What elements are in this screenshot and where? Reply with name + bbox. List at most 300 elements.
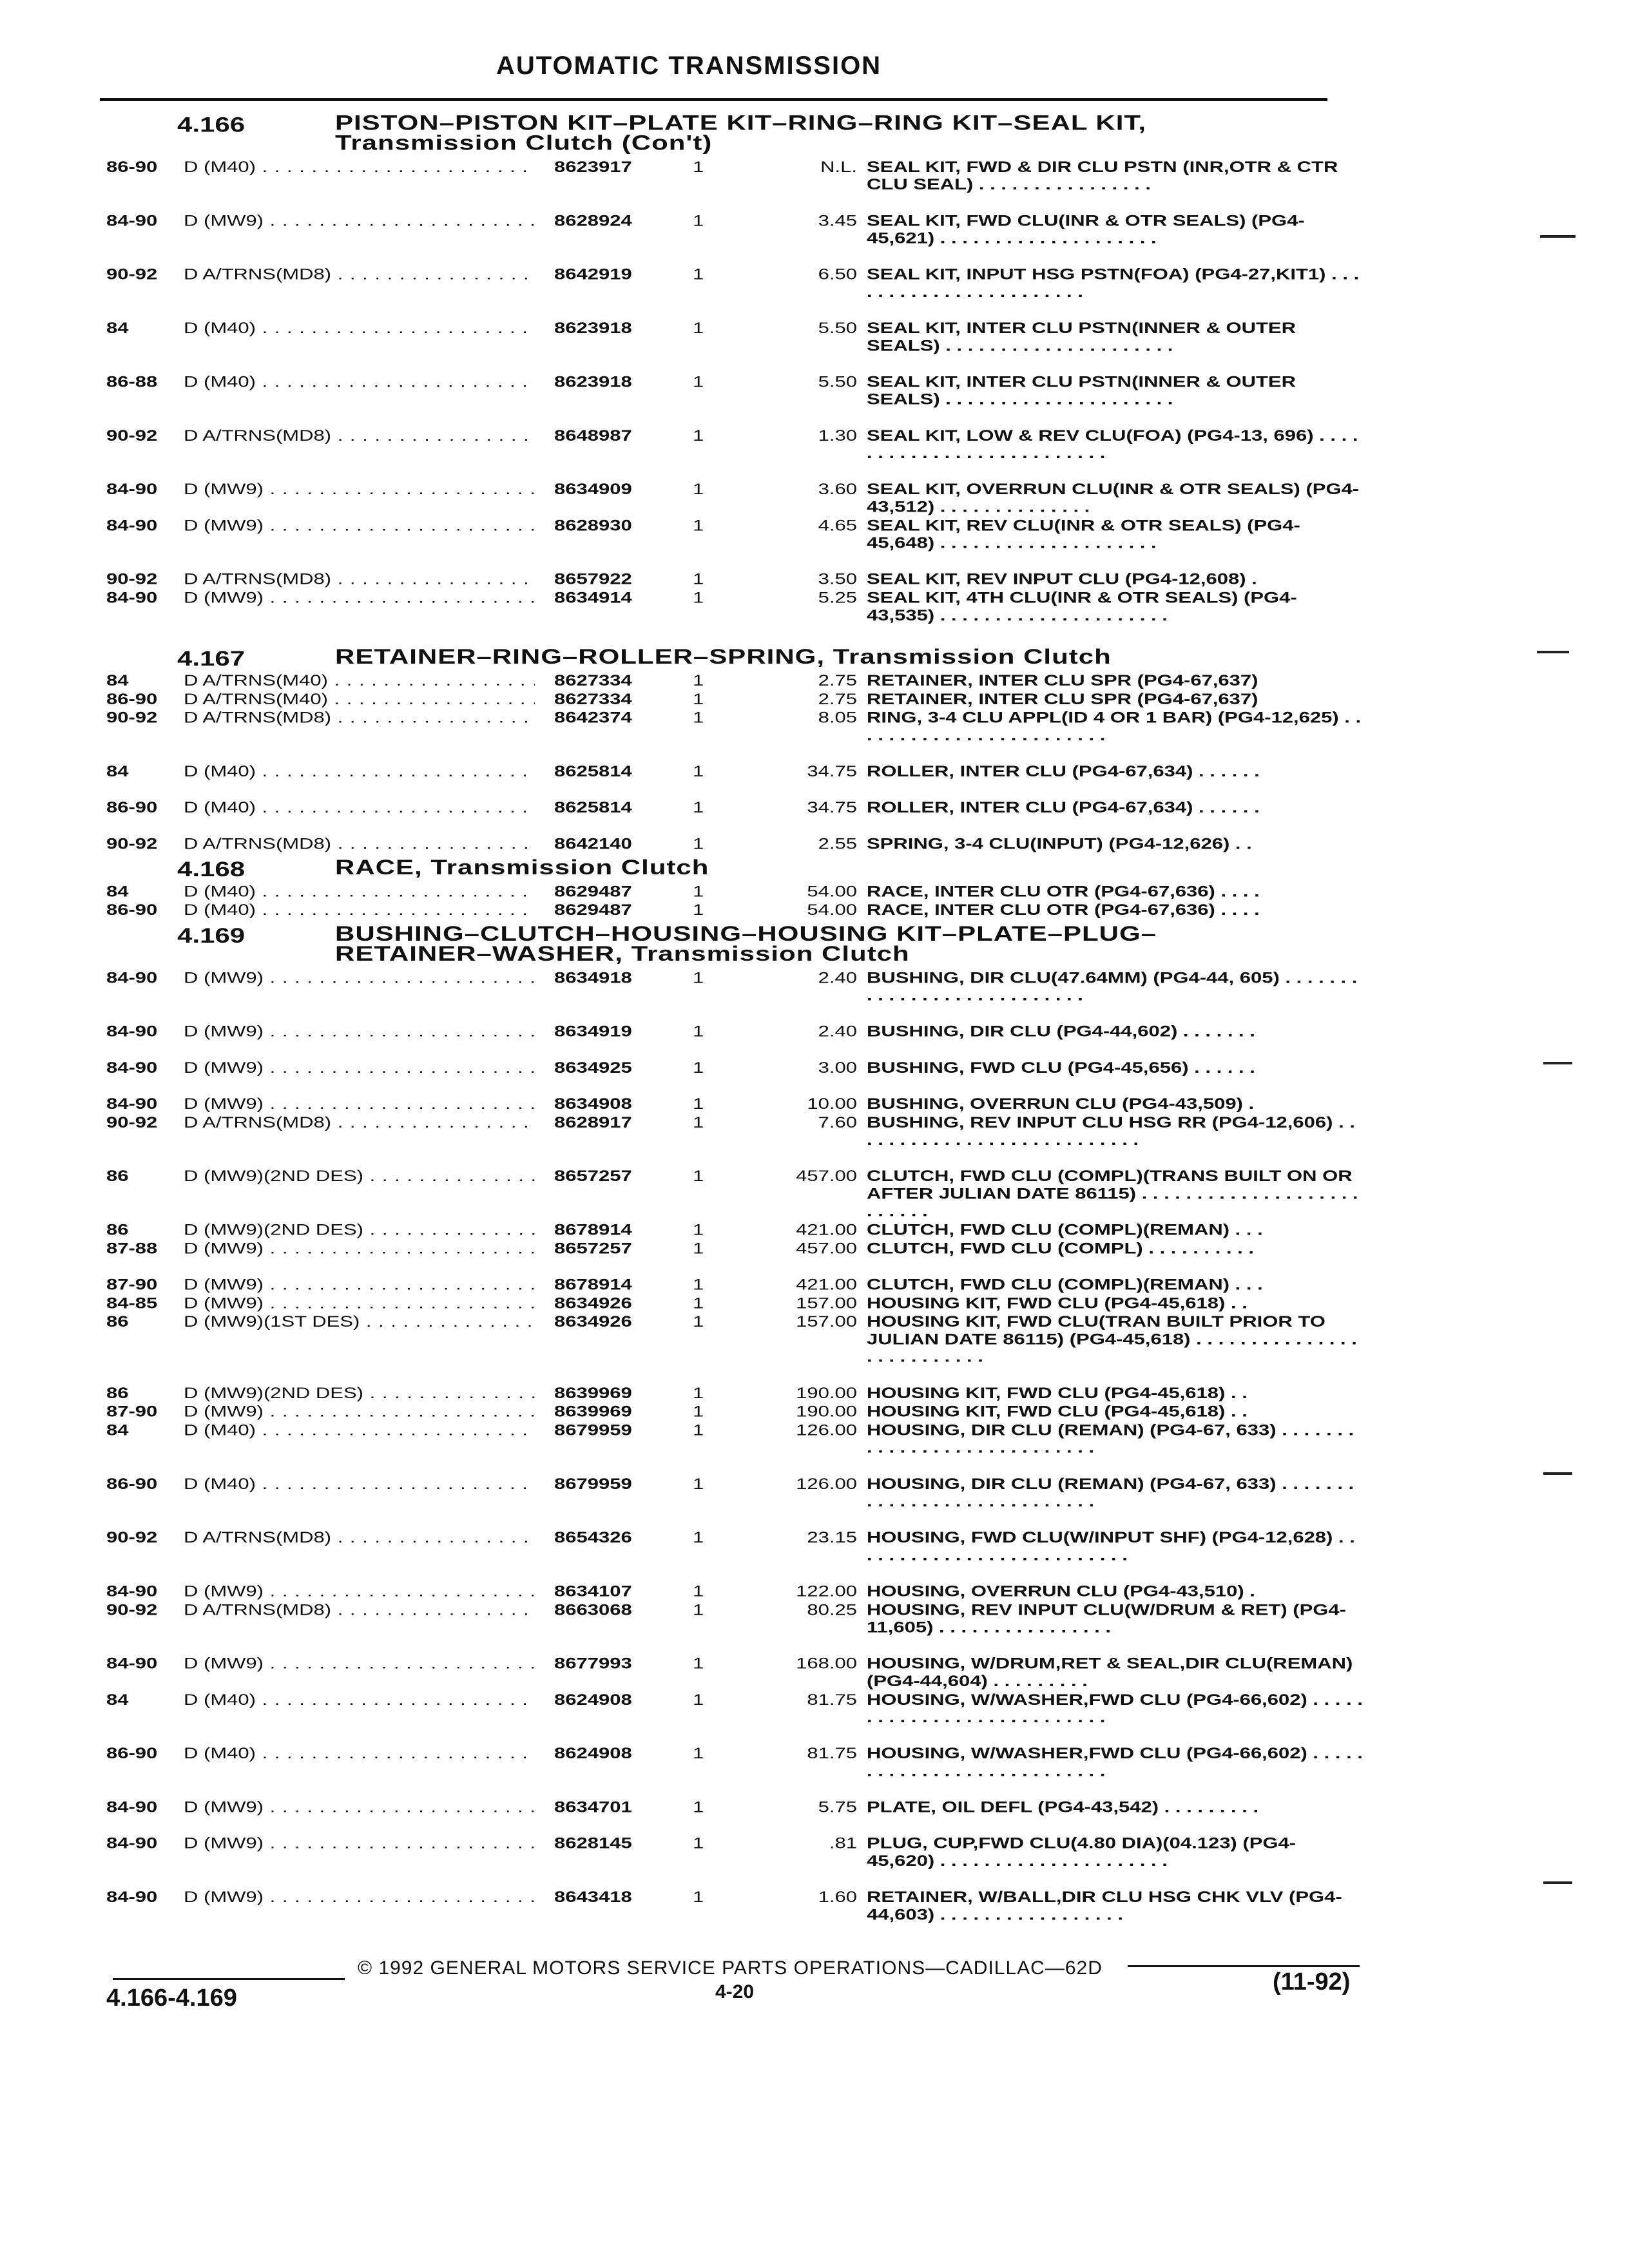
section-title-line: RACE, Transmission Clutch xyxy=(335,855,709,879)
model-year: 84-90 xyxy=(106,480,158,498)
part-row xyxy=(0,1421,1629,1475)
model-year: 90-92 xyxy=(106,570,158,588)
section-title xyxy=(335,110,1302,155)
part-description: RACE, INTER CLU OTR (PG4-67,636) . . . . xyxy=(867,901,1260,919)
part-number: 8624908 xyxy=(554,1744,632,1762)
part-number: 8648987 xyxy=(554,427,632,445)
price: 157.00 xyxy=(796,1312,857,1331)
part-row xyxy=(0,798,1629,834)
quantity: 1 xyxy=(693,1654,704,1673)
part-row xyxy=(0,1384,1629,1403)
model-code: D (MW9) . . . xyxy=(184,969,535,986)
model-year: 84-90 xyxy=(106,1654,158,1673)
quantity: 1 xyxy=(693,1691,704,1709)
part-description: HOUSING KIT, FWD CLU(TRAN BUILT PRIOR TO JULIAN DATE 86115) (PG4-45,618) . . . . . . . . . . . . . . . . . . . . . . . . . . xyxy=(867,1312,1357,1366)
price: 5.25 xyxy=(818,588,857,606)
model-year: 90-92 xyxy=(106,265,158,284)
quantity: 1 xyxy=(693,588,704,606)
model-code: D A/TRNS(MD8) . . . xyxy=(184,834,535,852)
quantity: 1 xyxy=(693,211,704,229)
footer-rule-right xyxy=(1128,1965,1360,1967)
quantity: 1 xyxy=(693,1834,704,1852)
quantity: 1 xyxy=(693,834,704,852)
model-year: 86-90 xyxy=(106,158,158,176)
quantity: 1 xyxy=(693,762,704,780)
parts-section xyxy=(0,923,1629,1941)
price: 157.00 xyxy=(796,1294,857,1312)
part-description: BUSHING, FWD CLU (PG4-45,656) . . . . . . xyxy=(867,1059,1255,1077)
model-year: 84-90 xyxy=(106,211,158,229)
price: 3.45 xyxy=(818,211,857,229)
part-number: 8642374 xyxy=(554,708,632,727)
price: 421.00 xyxy=(796,1220,857,1238)
part-number: 8634914 xyxy=(554,588,632,606)
model-code: D (M40) . . . xyxy=(184,158,535,175)
price: 4.65 xyxy=(818,516,857,534)
part-description: ROLLER, INTER CLU (PG4-67,634) . . . . . . xyxy=(867,762,1260,780)
part-number: 8634925 xyxy=(554,1059,632,1077)
model-code: D (MW9) . . . xyxy=(184,1023,535,1040)
model-code: D A/TRNS(MD8) . . . xyxy=(184,570,535,588)
price: 80.25 xyxy=(807,1600,857,1619)
part-row xyxy=(0,1023,1629,1059)
part-number: 8678914 xyxy=(554,1275,632,1293)
quantity: 1 xyxy=(693,1402,704,1421)
model-year: 86 xyxy=(106,1312,129,1331)
part-number: 8663068 xyxy=(554,1600,632,1619)
part-row xyxy=(0,1834,1629,1888)
part-number: 8634919 xyxy=(554,1022,632,1041)
model-year: 90-92 xyxy=(106,708,158,727)
model-code: D (M40) . . . xyxy=(184,1744,535,1762)
part-description: HOUSING, FWD CLU(W/INPUT SHF) (PG4-12,628) . . . . . . . . . . . . . . . . . . . . . . . . . . xyxy=(867,1528,1355,1564)
part-row xyxy=(0,1888,1629,1941)
part-number: 8678914 xyxy=(554,1220,632,1238)
model-year: 84-90 xyxy=(106,516,158,534)
parts-section xyxy=(0,855,1629,920)
model-code: D (MW9) . . . xyxy=(184,1059,535,1076)
price: 126.00 xyxy=(796,1474,857,1493)
section-title xyxy=(335,921,1302,966)
price: 8.05 xyxy=(818,708,857,727)
model-year: 86-90 xyxy=(106,690,158,708)
part-description: HOUSING, DIR CLU (REMAN) (PG4-67, 633) . . . . . . . . . . . . . . . . . . . . . . . . . . . . xyxy=(867,1474,1354,1510)
margin-mark xyxy=(1537,651,1569,653)
model-year: 90-92 xyxy=(106,834,158,852)
part-number: 8634701 xyxy=(554,1798,632,1816)
price: 7.60 xyxy=(818,1113,857,1131)
part-description: BUSHING, DIR CLU (PG4-44,602) . . . . . . . xyxy=(867,1022,1255,1041)
section-title xyxy=(335,646,1302,666)
part-row xyxy=(0,969,1629,1023)
model-code: D (M40) . . . xyxy=(184,373,535,390)
section-heading xyxy=(0,646,1629,671)
model-year: 84 xyxy=(106,882,129,900)
part-description: RETAINER, W/BALL,DIR CLU HSG CHK VLV (PG4-44,603) . . . . . . . . . . . . . . . . . xyxy=(867,1888,1342,1923)
model-year: 86-90 xyxy=(106,1474,158,1493)
part-row xyxy=(0,709,1629,762)
quantity: 1 xyxy=(693,1095,704,1113)
part-description: SPRING, 3-4 CLU(INPUT) (PG4-12,626) . . xyxy=(867,834,1252,852)
part-row xyxy=(0,1221,1629,1240)
part-row xyxy=(0,901,1629,919)
quantity: 1 xyxy=(693,968,704,986)
quantity: 1 xyxy=(693,1600,704,1619)
price: 421.00 xyxy=(796,1275,857,1293)
part-number: 8657922 xyxy=(554,570,632,588)
price: 81.75 xyxy=(807,1744,857,1762)
quantity: 1 xyxy=(693,265,704,284)
margin-mark xyxy=(1543,1472,1572,1475)
part-description: SEAL KIT, FWD & DIR CLU PSTN (INR,OTR & CTR CLU SEAL) . . . . . . . . . . . . . . . . xyxy=(867,158,1338,193)
price: 6.50 xyxy=(818,265,857,284)
quantity: 1 xyxy=(693,372,704,390)
part-number: 8623917 xyxy=(554,158,632,176)
quantity: 1 xyxy=(693,1888,704,1906)
section-number: 4.166 xyxy=(177,113,246,137)
section-heading xyxy=(0,110,1629,158)
model-year: 86-88 xyxy=(106,372,158,390)
quantity: 1 xyxy=(693,1582,704,1600)
part-number: 8639969 xyxy=(554,1402,632,1421)
model-year: 84-85 xyxy=(106,1294,158,1312)
part-row xyxy=(0,480,1629,516)
price: 3.60 xyxy=(818,480,857,498)
model-year: 84 xyxy=(106,671,129,689)
part-number: 8625814 xyxy=(554,798,632,816)
model-year: 86 xyxy=(106,1167,129,1185)
model-code: D A/TRNS(MD8) . . . xyxy=(184,1113,535,1131)
model-code: D (M40) . . . xyxy=(184,1691,535,1708)
model-code: D (M40) . . . xyxy=(184,883,535,900)
part-row xyxy=(0,373,1629,427)
section-number: 4.169 xyxy=(177,923,246,948)
model-year: 90-92 xyxy=(106,427,158,445)
price: N.L. xyxy=(820,158,857,176)
part-description: HOUSING, DIR CLU (REMAN) (PG4-67, 633) . . . . . . . . . . . . . . . . . . . . . . . . . . . . xyxy=(867,1421,1354,1457)
quantity: 1 xyxy=(693,1528,704,1546)
price: 190.00 xyxy=(796,1402,857,1421)
price: 54.00 xyxy=(807,901,857,919)
price: 1.30 xyxy=(818,427,857,445)
price: 457.00 xyxy=(796,1167,857,1185)
model-year: 84-90 xyxy=(106,1022,158,1041)
model-code: D (MW9)(1ST DES) . . . xyxy=(184,1312,535,1330)
part-row xyxy=(0,1167,1629,1220)
price: 10.00 xyxy=(807,1095,857,1113)
part-number: 8634909 xyxy=(554,480,632,498)
part-number: 8634926 xyxy=(554,1312,632,1331)
page-title: AUTOMATIC TRANSMISSION xyxy=(496,52,882,80)
quantity: 1 xyxy=(693,1113,704,1131)
model-year: 84 xyxy=(106,1421,129,1439)
model-code: D (M40) . . . xyxy=(184,1475,535,1492)
part-row xyxy=(0,1403,1629,1421)
part-description: ROLLER, INTER CLU (PG4-67,634) . . . . . . xyxy=(867,798,1260,816)
part-number: 8634926 xyxy=(554,1294,632,1312)
part-number: 8628930 xyxy=(554,516,632,534)
price: .81 xyxy=(829,1834,857,1852)
model-code: D (MW9) . . . xyxy=(184,1276,535,1293)
part-row xyxy=(0,762,1629,798)
model-code: D (MW9) . . . xyxy=(184,212,535,229)
part-row xyxy=(0,212,1629,265)
part-description: SEAL KIT, 4TH CLU(INR & OTR SEALS) (PG4-43,535) . . . . . . . . . . . . . . . . . . . . . xyxy=(867,588,1297,624)
model-code: D (M40) . . . xyxy=(184,762,535,780)
part-number: 8657257 xyxy=(554,1239,632,1257)
part-row xyxy=(0,516,1629,570)
footer-section-range: 4.166-4.169 xyxy=(106,1984,237,2012)
part-description: RING, 3-4 CLU APPL(ID 4 OR 1 BAR) (PG4-12,625) . . . . . . . . . . . . . . . . . . . . . . . . xyxy=(867,708,1362,744)
part-description: CLUTCH, FWD CLU (COMPL)(REMAN) . . . xyxy=(867,1220,1263,1238)
part-row xyxy=(0,1059,1629,1095)
model-code: D (MW9) . . . xyxy=(184,1294,535,1311)
quantity: 1 xyxy=(693,1167,704,1185)
quantity: 1 xyxy=(693,1239,704,1257)
model-code: D (MW9) . . . xyxy=(184,1888,535,1905)
part-row xyxy=(0,1475,1629,1528)
part-description: BUSHING, OVERRUN CLU (PG4-43,509) . xyxy=(867,1095,1255,1113)
model-code: D (MW9)(2ND DES) . . . xyxy=(184,1384,535,1401)
part-number: 8628145 xyxy=(554,1834,632,1852)
margin-mark xyxy=(1543,1881,1572,1884)
part-description: SEAL KIT, OVERRUN CLU(INR & OTR SEALS) (PG4-43,512) . . . . . . . . . . . . . . xyxy=(867,480,1360,515)
model-year: 84-90 xyxy=(106,968,158,986)
part-description: SEAL KIT, INTER CLU PSTN(INNER & OUTER SEALS) . . . . . . . . . . . . . . . . . . . . . xyxy=(867,372,1296,408)
model-code: D A/TRNS(M40) . . . xyxy=(184,690,535,707)
part-row xyxy=(0,1691,1629,1744)
part-description: BUSHING, DIR CLU(47.64MM) (PG4-44, 605) . . . . . . . . . . . . . . . . . . . . . . . . . . . xyxy=(867,968,1358,1004)
model-code: D (MW9) . . . xyxy=(184,480,535,497)
part-description: CLUTCH, FWD CLU (COMPL) . . . . . . . . . . xyxy=(867,1239,1255,1257)
quantity: 1 xyxy=(693,1294,704,1312)
part-row xyxy=(0,1655,1629,1691)
price: 5.75 xyxy=(818,1798,857,1816)
part-description: SEAL KIT, FWD CLU(INR & OTR SEALS) (PG4-45,621) . . . . . . . . . . . . . . . . . . . . xyxy=(867,211,1305,247)
part-row xyxy=(0,1113,1629,1167)
part-number: 8642919 xyxy=(554,265,632,284)
part-description: PLUG, CUP,FWD CLU(4.80 DIA)(04.123) (PG4-45,620) . . . . . . . . . . . . . . . . . . . . . xyxy=(867,1834,1296,1870)
part-row xyxy=(0,265,1629,319)
part-row xyxy=(0,1240,1629,1276)
section-title-line: RETAINER–RING–ROLLER–SPRING, Transmission Clutch xyxy=(335,644,1112,668)
part-description: PLATE, OIL DEFL (PG4-43,542) . . . . . . . . . xyxy=(867,1798,1259,1816)
price: 54.00 xyxy=(807,882,857,900)
part-row xyxy=(0,1582,1629,1601)
price: 190.00 xyxy=(796,1383,857,1402)
part-number: 8629487 xyxy=(554,901,632,919)
part-row xyxy=(0,1276,1629,1294)
part-description: SEAL KIT, LOW & REV CLU(FOA) (PG4-13, 696) . . . . . . . . . . . . . . . . . . . . . . . . . . xyxy=(867,427,1358,462)
section-title-line: BUSHING–CLUTCH–HOUSING–HOUSING KIT–PLATE–PLUG– xyxy=(335,921,1157,945)
price: 81.75 xyxy=(807,1691,857,1709)
quantity: 1 xyxy=(693,480,704,498)
quantity: 1 xyxy=(693,671,704,689)
price: 122.00 xyxy=(796,1582,857,1600)
part-row xyxy=(0,883,1629,901)
part-row xyxy=(0,690,1629,709)
part-row xyxy=(0,158,1629,211)
model-code: D A/TRNS(MD8) . . . xyxy=(184,265,535,283)
part-description: HOUSING, W/DRUM,RET & SEAL,DIR CLU(REMAN) (PG4-44,604) . . . . . . . . . xyxy=(867,1654,1353,1690)
part-row xyxy=(0,319,1629,372)
section-title xyxy=(335,855,1302,879)
part-number: 8627334 xyxy=(554,690,632,708)
part-description: BUSHING, REV INPUT CLU HSG RR (PG4-12,606) . . . . . . . . . . . . . . . . . . . . . . . . . . . xyxy=(867,1113,1355,1149)
model-year: 86 xyxy=(106,1383,129,1402)
part-description: HOUSING KIT, FWD CLU (PG4-45,618) . . xyxy=(867,1402,1248,1421)
section-title-line: RETAINER–WASHER, Transmission Clutch xyxy=(335,941,910,966)
model-code: D A/TRNS(MD8) . . . xyxy=(184,427,535,444)
price: 2.75 xyxy=(818,690,857,708)
model-year: 87-88 xyxy=(106,1239,158,1257)
model-year: 84 xyxy=(106,319,129,337)
section-number: 4.168 xyxy=(177,857,246,881)
quantity: 1 xyxy=(693,1744,704,1762)
part-number: 8634908 xyxy=(554,1095,632,1113)
model-year: 86-90 xyxy=(106,1744,158,1762)
model-code: D (M40) . . . xyxy=(184,319,535,336)
model-year: 84-90 xyxy=(106,1834,158,1852)
part-number: 8625814 xyxy=(554,762,632,780)
parts-section xyxy=(0,110,1629,642)
price: 2.75 xyxy=(818,671,857,689)
model-code: D (MW9) . . . xyxy=(184,1798,535,1816)
part-number: 8642140 xyxy=(554,834,632,852)
quantity: 1 xyxy=(693,690,704,708)
price: 5.50 xyxy=(818,372,857,390)
part-number: 8677993 xyxy=(554,1654,632,1673)
footer-copyright: © 1992 GENERAL MOTORS SERVICE PARTS OPERATIONS—CADILLAC—62D xyxy=(358,1957,1103,1979)
model-code: D (MW9)(2ND DES) . . . xyxy=(184,1221,535,1238)
part-description: HOUSING, REV INPUT CLU(W/DRUM & RET) (PG4-11,605) . . . . . . . . . . . . . . . . xyxy=(867,1600,1346,1637)
model-code: D (MW9) . . . xyxy=(184,1403,535,1420)
footer-page-number: 4-20 xyxy=(715,1981,755,2003)
quantity: 1 xyxy=(693,1220,704,1238)
part-number: 8628924 xyxy=(554,211,632,229)
part-description: RACE, INTER CLU OTR (PG4-67,636) . . . . xyxy=(867,882,1260,900)
model-year: 84-90 xyxy=(106,1798,158,1816)
model-code: D (MW9) . . . xyxy=(184,1655,535,1672)
quantity: 1 xyxy=(693,1275,704,1293)
part-description: HOUSING, W/WASHER,FWD CLU (PG4-66,602) . . . . . . . . . . . . . . . . . . . . . . . . . . . xyxy=(867,1691,1363,1726)
price: 457.00 xyxy=(796,1239,857,1257)
quantity: 1 xyxy=(693,1312,704,1331)
part-description: RETAINER, INTER CLU SPR (PG4-67,637) xyxy=(867,690,1258,708)
model-year: 90-92 xyxy=(106,1528,158,1546)
model-year: 86-90 xyxy=(106,798,158,816)
model-code: D (MW9) . . . xyxy=(184,1095,535,1112)
quantity: 1 xyxy=(693,1798,704,1816)
price: 34.75 xyxy=(807,762,857,780)
quantity: 1 xyxy=(693,158,704,176)
price: 1.60 xyxy=(818,1888,857,1906)
price: 23.15 xyxy=(807,1528,857,1546)
model-code: D (MW9) . . . xyxy=(184,1582,535,1600)
part-description: HOUSING, W/WASHER,FWD CLU (PG4-66,602) . . . . . . . . . . . . . . . . . . . . . . . . . . . xyxy=(867,1744,1363,1780)
model-year: 84-90 xyxy=(106,1059,158,1077)
quantity: 1 xyxy=(693,319,704,337)
quantity: 1 xyxy=(693,901,704,919)
quantity: 1 xyxy=(693,708,704,727)
model-code: D (MW9) . . . xyxy=(184,1834,535,1852)
part-number: 8628917 xyxy=(554,1113,632,1131)
part-number: 8639969 xyxy=(554,1383,632,1402)
part-description: SEAL KIT, REV CLU(INR & OTR SEALS) (PG4-45,648) . . . . . . . . . . . . . . . . . . . . xyxy=(867,516,1300,552)
model-year: 87-90 xyxy=(106,1402,158,1421)
model-year: 84 xyxy=(106,1691,129,1709)
model-year: 84-90 xyxy=(106,1888,158,1906)
part-description: CLUTCH, FWD CLU (COMPL)(TRANS BUILT ON OR AFTER JULIAN DATE 86115) . . . . . . . . . . . . . . . . . . . . . . . . . . xyxy=(867,1167,1358,1220)
part-number: 8623918 xyxy=(554,372,632,390)
part-number: 8634107 xyxy=(554,1582,632,1600)
part-number: 8629487 xyxy=(554,882,632,900)
part-number: 8657257 xyxy=(554,1167,632,1185)
part-number: 8654326 xyxy=(554,1528,632,1546)
model-code: D (MW9) . . . xyxy=(184,1240,535,1257)
model-code: D (MW9) . . . xyxy=(184,516,535,533)
price: 3.00 xyxy=(818,1059,857,1077)
part-row xyxy=(0,671,1629,690)
part-description: RETAINER, INTER CLU SPR (PG4-67,637) xyxy=(867,671,1258,689)
quantity: 1 xyxy=(693,882,704,900)
price: 168.00 xyxy=(796,1654,857,1673)
part-number: 8679959 xyxy=(554,1474,632,1493)
section-title-line: Transmission Clutch (Con't) xyxy=(335,131,713,155)
part-description: SEAL KIT, INPUT HSG PSTN(FOA) (PG4-27,KIT1) . . . . . . . . . . . . . . . . . . . . . . . xyxy=(867,265,1360,301)
part-number: 8643418 xyxy=(554,1888,632,1906)
part-row xyxy=(0,1528,1629,1582)
price: 5.50 xyxy=(818,319,857,337)
part-number: 8624908 xyxy=(554,1691,632,1709)
part-description: HOUSING, OVERRUN CLU (PG4-43,510) . xyxy=(867,1582,1255,1600)
margin-mark xyxy=(1543,1062,1572,1064)
part-description: HOUSING KIT, FWD CLU (PG4-45,618) . . xyxy=(867,1294,1248,1312)
price: 126.00 xyxy=(796,1421,857,1439)
model-code: D (MW9)(2ND DES) . . . xyxy=(184,1167,535,1184)
part-row xyxy=(0,1744,1629,1798)
footer-revision-date: (11-92) xyxy=(1273,1968,1351,1995)
price: 3.50 xyxy=(818,570,857,588)
model-code: D A/TRNS(MD8) . . . xyxy=(184,1601,535,1619)
part-row xyxy=(0,589,1629,642)
quantity: 1 xyxy=(693,570,704,588)
part-number: 8634918 xyxy=(554,968,632,986)
part-row xyxy=(0,1312,1629,1384)
part-description: SEAL KIT, REV INPUT CLU (PG4-12,608) . xyxy=(867,570,1257,588)
part-row xyxy=(0,1798,1629,1834)
part-description: SEAL KIT, INTER CLU PSTN(INNER & OUTER SEALS) . . . . . . . . . . . . . . . . . . . . . xyxy=(867,319,1296,354)
model-code: D A/TRNS(MD8) . . . xyxy=(184,709,535,726)
part-row xyxy=(0,834,1629,853)
model-code: D (M40) . . . xyxy=(184,798,535,816)
quantity: 1 xyxy=(693,427,704,445)
footer-rule-left xyxy=(113,1978,345,1980)
price: 2.40 xyxy=(818,1022,857,1041)
model-year: 86 xyxy=(106,1220,129,1238)
model-year: 90-92 xyxy=(106,1600,158,1619)
part-number: 8627334 xyxy=(554,671,632,689)
model-year: 84 xyxy=(106,762,129,780)
model-code: D (MW9) . . . xyxy=(184,589,535,606)
model-code: D (M40) . . . xyxy=(184,901,535,918)
margin-mark xyxy=(1540,235,1576,238)
part-row xyxy=(0,427,1629,480)
quantity: 1 xyxy=(693,1474,704,1493)
part-description: HOUSING KIT, FWD CLU (PG4-45,618) . . xyxy=(867,1383,1248,1402)
model-year: 87-90 xyxy=(106,1275,158,1293)
quantity: 1 xyxy=(693,1421,704,1439)
